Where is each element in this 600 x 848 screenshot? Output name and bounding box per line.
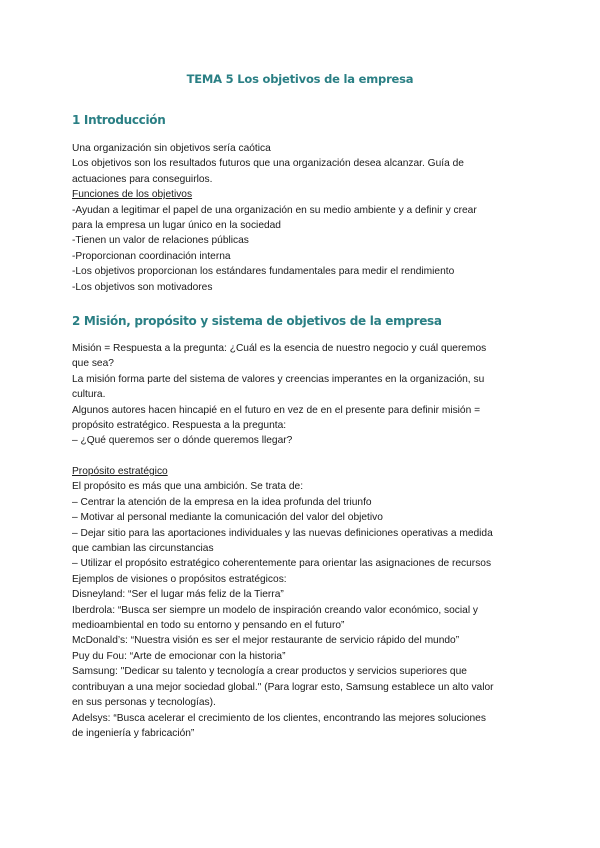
- paragraph-line: Una organización sin objetivos sería caótica: [72, 143, 271, 154]
- paragraph-line: – ¿Qué queremos ser o dónde queremos llegar?: [72, 435, 293, 447]
- list-item: – Utilizar el propósito estratégico coherentemente para orientar las asignaciones de recursos: [72, 558, 492, 570]
- example-line: de ingeniería y fabricación”: [72, 727, 195, 739]
- subheading-funciones: Funciones de los objetivos: [72, 189, 193, 201]
- list-item: – Motivar al personal mediante la comunicación del valor del objetivo: [72, 512, 383, 524]
- example-line: Iberdrola: “Busca ser siempre un modelo de inspiración creando valor económico, social y: [72, 604, 479, 616]
- example-line: Disneyland: “Ser el lugar más feliz de la Tierra”: [72, 589, 284, 601]
- section-2-body-a: [72, 341, 528, 449]
- list-item: -Los objetivos son motivadores: [72, 281, 213, 293]
- list-item: – Centrar la atención de la empresa en la idea profunda del triunfo: [72, 496, 372, 508]
- list-item: para la empresa un lugar único en la sociedad: [72, 220, 281, 232]
- paragraph-line: Ejemplos de visiones o propósitos estratégicos:: [72, 573, 287, 585]
- example-line: en sus personas y tecnologías).: [72, 697, 216, 709]
- section-2-body-b: [72, 464, 528, 741]
- paragraph-line: cultura.: [72, 389, 106, 401]
- paragraph-line: propósito estratégico. Respuesta a la pregunta:: [72, 420, 287, 432]
- document-title: TEMA 5 Los objetivos de la empresa: [186, 72, 414, 86]
- example-line: contribuyan a una mejor sociedad global." (Para lograr esto, Samsung establece un alto valor: [72, 681, 494, 693]
- section-heading-mision: 2 Misión, propósito y sistema de objetivos de la empresa: [72, 314, 442, 328]
- subheading-proposito: Propósito estratégico: [72, 466, 168, 477]
- section-1-body: [72, 141, 528, 295]
- paragraph-line: Los objetivos son los resultados futuros que una organización desea alcanzar. Guía de: [72, 158, 464, 170]
- example-line: McDonald’s: “Nuestra visión es ser el mejor restaurante de servicio rápido del mundo”: [72, 635, 460, 647]
- paragraph-line: que sea?: [72, 358, 114, 370]
- list-item: – Dejar sitio para las aportaciones individuales y las nuevas definiciones operativas a medida: [72, 527, 493, 539]
- example-line: medioambiental en todo su entorno y pensando en el futuro”: [72, 620, 345, 632]
- example-line: Samsung: "Dedicar su talento y tecnología a crear productos y servicios superiores que: [72, 666, 467, 678]
- paragraph-line: Algunos autores hacen hincapié en el futuro en vez de en el presente para definir misión =: [72, 404, 481, 416]
- list-item: -Proporcionan coordinación interna: [72, 250, 231, 262]
- paragraph-line: actuaciones para conseguirlos.: [72, 173, 213, 185]
- paragraph-line: Misión = Respuesta a la pregunta: ¿Cuál es la esencia de nuestro negocio y cuál queremos: [72, 343, 487, 354]
- list-item: -Los objetivos proporcionan los estándares fundamentales para medir el rendimiento: [72, 266, 455, 278]
- paragraph-line: La misión forma parte del sistema de valores y creencias imperantes en la organización, su: [72, 373, 485, 385]
- section-heading-introduccion: 1 Introducción: [72, 113, 166, 127]
- list-item: que cambian las circunstancias: [72, 543, 214, 555]
- list-item: -Tienen un valor de relaciones públicas: [72, 235, 249, 247]
- example-line: Puy du Fou: “Arte de emocionar con la historia”: [72, 650, 286, 662]
- list-item: -Ayudan a legitimar el papel de una organización en su medio ambiente y a definir y crear: [72, 204, 477, 216]
- example-line: Adelsys: “Busca acelerar el crecimiento de los clientes, encontrando las mejores soluciones: [72, 712, 486, 724]
- paragraph-line: El propósito es más que una ambición. Se trata de:: [72, 481, 304, 493]
